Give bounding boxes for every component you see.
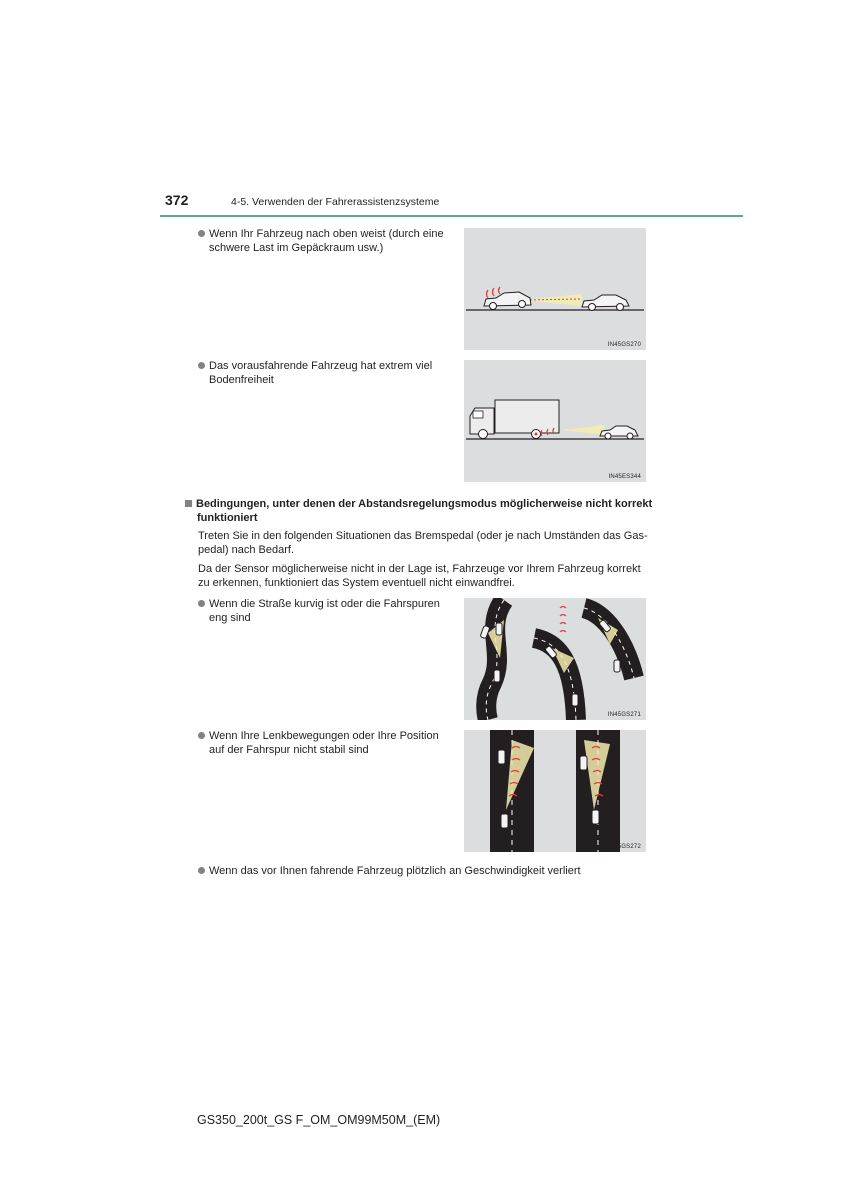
header-rule <box>160 215 743 217</box>
figure-code: IN45GS271 <box>607 712 641 718</box>
heading-square <box>185 500 192 507</box>
footer-code: GS350_200t_GS F_OM_OM99M50M_(EM) <box>197 1113 441 1127</box>
bullet-high-clearance: Das vorausfahrende Fahrzeug hat extrem viel Bodenfreiheit <box>198 359 452 387</box>
section-title: 4-5. Verwenden der Fahrerassistenzsysteme <box>231 196 440 208</box>
bullet-dot <box>198 230 205 237</box>
bullet-curvy-road: Wenn die Straße kurvig ist oder die Fahrspuren eng sind <box>198 597 454 625</box>
figure-code: IN45GS272 <box>607 844 641 850</box>
bullet-vehicle-tilted: Wenn Ihr Fahrzeug nach oben weist (durch eine schwere Last im Gepäckraum usw.) <box>198 227 452 255</box>
bullet-dot <box>198 732 205 739</box>
conditions-heading: Bedingungen, unter denen der Abstandsregelungsmodus möglicherweise nicht korrekt funktioniert <box>185 497 662 525</box>
bullet-vehicle-slowing: Wenn das vor Ihnen fahrende Fahrzeug plötzlich an Geschwindigkeit verliert <box>198 864 658 878</box>
curvy-road-illustration <box>464 598 646 720</box>
figure-high-clearance <box>464 360 646 482</box>
figure-curvy-road <box>464 598 646 720</box>
figure-code: IN45GS270 <box>607 342 641 348</box>
lane-illustration <box>464 730 646 852</box>
bullet-dot <box>198 867 205 874</box>
figure-tilted-vehicle <box>464 228 646 350</box>
bullet-dot <box>198 600 205 607</box>
sensor-paragraph: Da der Sensor möglicherweise nicht in der Lage ist, Fahrzeuge vor Ihrem Fahrzeug korrekt zu erkennen, funktioniert das System eventuell nicht einwandfrei. <box>198 563 641 589</box>
figure-unstable-steering <box>464 730 646 852</box>
figure-code: IN45ES344 <box>608 474 641 480</box>
bullet-unstable-steering: Wenn Ihre Lenkbewegungen oder Ihre Position auf der Fahrspur nicht stabil sind <box>198 729 454 757</box>
instruction-paragraph: Treten Sie in den folgenden Situationen das Bremspedal (oder je nach Umständen das Gas- pedal) nach Bedarf. <box>198 530 648 556</box>
truck-illustration <box>464 360 646 482</box>
bullet-dot <box>198 362 205 369</box>
tilted-vehicle-illustration <box>464 228 646 350</box>
page-number: 372 <box>165 192 189 208</box>
